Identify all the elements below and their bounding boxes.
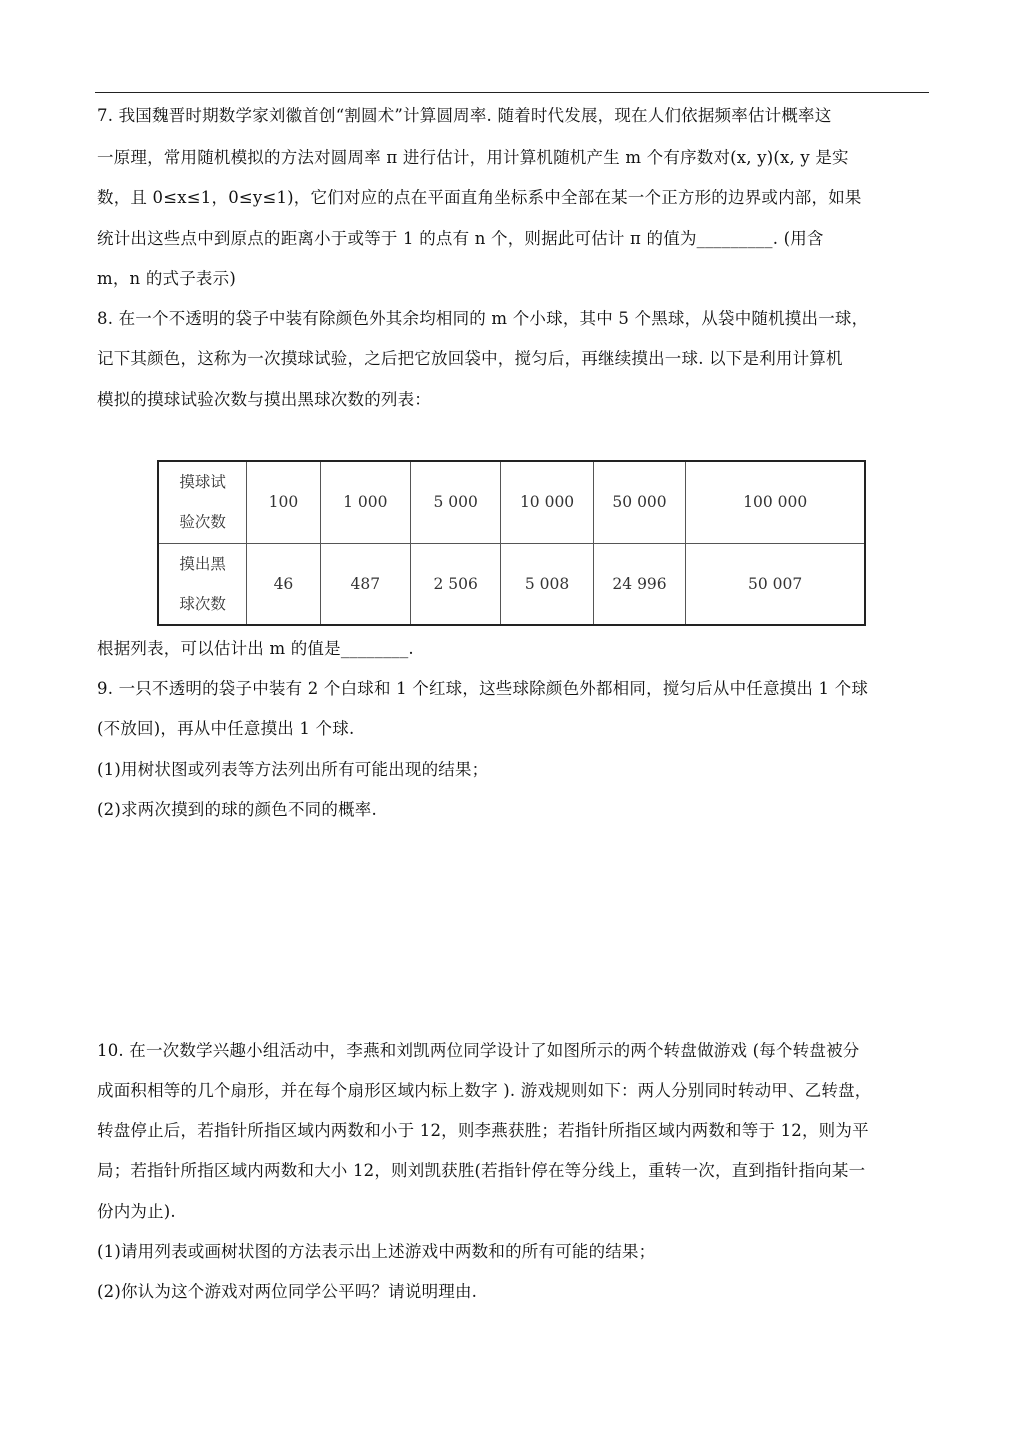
q10-line-1: 10. 在一次数学兴趣小组活动中，李燕和刘凯两位同学设计了如图所示的两个转盘做游戏 (每个转盘被分 bbox=[97, 1041, 860, 1060]
row-header-black bbox=[158, 543, 247, 625]
q10-part-2: (2)你认为这个游戏对两位同学公平吗？请说明理由. bbox=[97, 1282, 478, 1301]
row-header-line: 球次数 bbox=[179, 594, 226, 613]
trial-table bbox=[157, 460, 866, 626]
q7-line-1: 7. 我国魏晋时期数学家刘徽首创“割圆术”计算圆周率. 随着时代发展，现在人们依据频率估计概率这 bbox=[97, 106, 832, 125]
table-cell: 50 000 bbox=[593, 461, 685, 543]
table-cell: 50 007 bbox=[686, 543, 865, 625]
q9-part-1: (1)用树状图或列表等方法列出所有可能出现的结果； bbox=[97, 760, 489, 779]
q8-line-3: 模拟的摸球试验次数与摸出黑球次数的列表： bbox=[97, 390, 431, 409]
row-header-trials bbox=[158, 461, 247, 543]
q10-line-2: 成面积相等的几个扇形，并在每个扇形区域内标上数字 ). 游戏规则如下：两人分别同时转动甲、乙转盘， bbox=[97, 1081, 872, 1100]
q7-line-3: 数，且 0≤x≤1，0≤y≤1)，它们对应的点在平面直角坐标系中全部在某一个正方形的边界或内部，如果 bbox=[97, 188, 862, 207]
q9-part-2: (2)求两次摸到的球的颜色不同的概率. bbox=[97, 800, 377, 819]
table-cell: 100 000 bbox=[686, 461, 865, 543]
table-row bbox=[158, 461, 865, 543]
row-header-line: 摸球试 bbox=[179, 473, 226, 492]
q10-line-4: 局；若指针所指区域内两数和大小 12，则刘凯获胜(若指针停在等分线上，重转一次，直到指针指向某一 bbox=[97, 1161, 866, 1180]
q7-line-5: m，n 的式子表示) bbox=[97, 269, 236, 288]
table-cell: 10 000 bbox=[501, 461, 593, 543]
header-rule bbox=[95, 92, 929, 93]
q7-line-2: 一原理，常用随机模拟的方法对圆周率 π 进行估计，用计算机随机产生 m 个有序数对(x, y)(x, y 是实 bbox=[97, 148, 849, 167]
q10-line-5: 份内为止). bbox=[97, 1202, 176, 1221]
table-cell: 2 506 bbox=[410, 543, 500, 625]
table-row bbox=[158, 543, 865, 625]
table-cell: 487 bbox=[320, 543, 410, 625]
q9-line-1: 9. 一只不透明的袋子中装有 2 个白球和 1 个红球，这些球除颜色外都相同，搅匀后从中任意摸出 1 个球 bbox=[97, 679, 869, 698]
q10-line-3: 转盘停止后，若指针所指区域内两数和小于 12，则李燕获胜；若指针所指区域内两数和等于 12，则为平 bbox=[97, 1121, 869, 1140]
q8-after-table: 根据列表，可以估计出 m 的值是________. bbox=[97, 639, 414, 658]
table-cell: 5 000 bbox=[410, 461, 500, 543]
q8-line-1: 8. 在一个不透明的袋子中装有除颜色外其余均相同的 m 个小球，其中 5 个黑球，从袋中随机摸出一球， bbox=[97, 309, 869, 328]
q8-line-2: 记下其颜色，这称为一次摸球试验，之后把它放回袋中，搅匀后，再继续摸出一球. 以下是利用计算机 bbox=[97, 349, 843, 368]
table-cell: 100 bbox=[247, 461, 320, 543]
table-cell: 46 bbox=[247, 543, 320, 625]
q10-part-1: (1)请用列表或画树状图的方法表示出上述游戏中两数和的所有可能的结果； bbox=[97, 1242, 656, 1261]
q9-line-2: (不放回)，再从中任意摸出 1 个球. bbox=[97, 719, 355, 738]
table-cell: 5 008 bbox=[501, 543, 593, 625]
table-cell: 24 996 bbox=[593, 543, 685, 625]
table-cell: 1 000 bbox=[320, 461, 410, 543]
row-header-line: 验次数 bbox=[179, 513, 226, 532]
q7-line-4: 统计出这些点中到原点的距离小于或等于 1 的点有 n 个，则据此可估计 π 的值为_________. (用含 bbox=[97, 229, 824, 248]
row-header-line: 摸出黑 bbox=[179, 554, 226, 573]
